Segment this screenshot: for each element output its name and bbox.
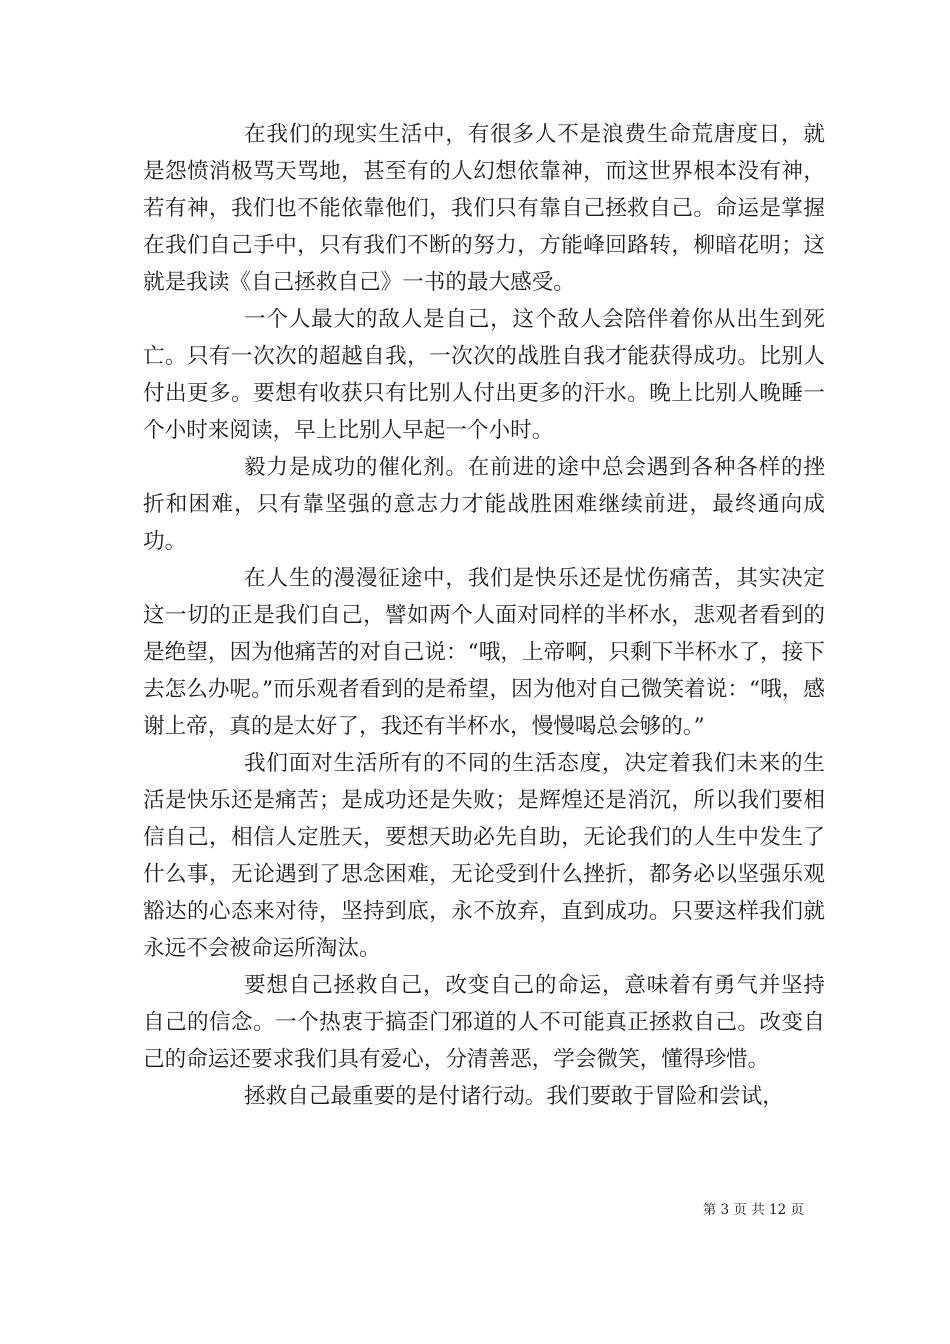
body-text (143, 116, 825, 1115)
page-number-footer: 第 3 页 共 12 页 (702, 1202, 804, 1218)
paragraph-6: 要想自己拯救自己，改变自己的命运，意味着有勇气并坚持自己的信念。一个热衷于搞歪门邪道的人不可能真正拯救自己。改变自己的命运还要求我们具有爱心，分清善恶，学会微笑，懂得珍惜。 (143, 973, 825, 1072)
paragraph-2: 一个人最大的敌人是自己，这个敌人会陪伴着你从出生到死亡。只有一次次的超越自我，一次次的战胜自我才能获得成功。比别人付出更多。要想有收获只有比别人付出更多的汗水。晚上比别人晚睡一个小时来阅读，早上比别人早起一个小时。 (143, 307, 825, 443)
paragraph-7: 拯救自己最重要的是付诸行动。我们要敢于冒险和尝试， (244, 1084, 784, 1109)
paragraph-1: 在我们的现实生活中，有很多人不是浪费生命荒唐度日，就是怨愤消极骂天骂地，甚至有的人幻想依靠神，而这世界根本没有神，若有神，我们也不能依靠他们，我们只有靠自己拯救自己。命运是掌握在我们自己手中，只有我们不断的努力，方能峰回路转，柳暗花明；这就是我读《自己拯救自己》一书的最大感受。 (143, 122, 825, 295)
paragraph-4: 在人生的漫漫征途中，我们是快乐还是忧伤痛苦，其实决定这一切的正是我们自己，譬如两个人面对同样的半杯水，悲观者看到的是绝望，因为他痛苦的对自己说：“哦，上帝啊，只剩下半杯水了，接下去怎么办呢。”而乐观者看到的是希望，因为他对自己微笑着说：“哦，感谢上帝，真的是太好了，我还有半杯水，慢慢喝总会够的。” (143, 566, 825, 739)
paragraph-3: 毅力是成功的催化剂。在前进的途中总会遇到各种各样的挫折和困难，只有靠坚强的意志力才能战胜困难继续前进，最终通向成功。 (143, 455, 825, 554)
paragraph-5: 我们面对生活所有的不同的生活态度，决定着我们未来的生活是快乐还是痛苦；是成功还是失败；是辉煌还是消沉，所以我们要相信自己，相信人定胜天，要想天助必先自助，无论我们的人生中发生了什么事，无论遇到了思念困难，无论受到什么挫折，都务必以坚强乐观豁达的心态来对待，坚持到底，永不放弃，直到成功。只要这样我们就永远不会被命运所淘汰。 (143, 751, 825, 961)
